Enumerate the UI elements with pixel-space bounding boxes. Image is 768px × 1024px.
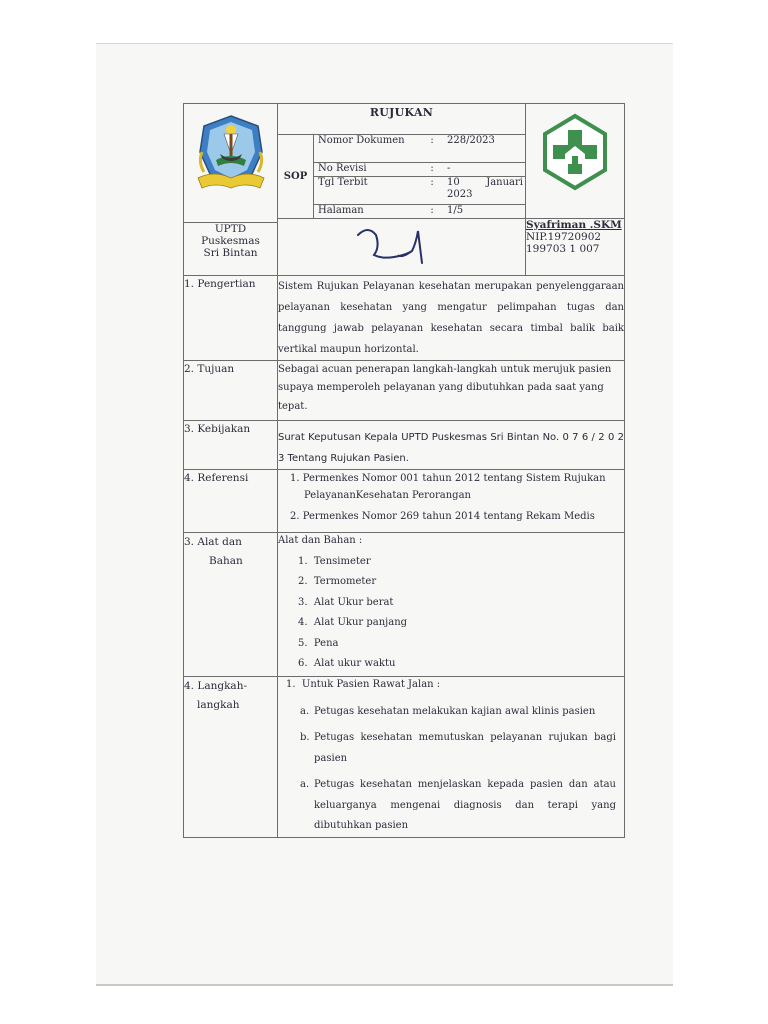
meta-label-revisi: No Revisi [314,162,419,176]
langkah-label-line-1: 4. Langkah- [184,679,248,692]
head-of-puskesmas [526,219,625,276]
meta-value-nomor: 228/2023 [443,135,525,162]
org-line-2: Puskesmas [201,234,260,247]
meta-value-halaman: 1/5 [447,204,464,216]
section-label-langkah [184,676,278,837]
alat-item [298,634,624,655]
handwritten-signature [342,221,462,269]
meta-colon: : [419,176,443,204]
langkah-heading-text: Untuk Pasien Rawat Jalan : [301,678,441,690]
alat-text: Tensimeter [313,555,371,567]
langkah-step [278,728,616,769]
meta-value-revisi: - [443,162,525,176]
alat-text: Alat Ukur panjang [313,617,408,628]
alat-number: 2. [298,576,308,587]
referensi-item [290,470,624,504]
section-label-tujuan: 2. Tujuan [184,360,278,420]
regency-emblem-icon [194,112,268,196]
step-text: Petugas kesehatan memutuskan pelayanan rujukan bagi pasien [314,732,616,764]
section-langkah-list [278,676,625,837]
langkah-heading-number: 1. [286,678,296,690]
section-label-kebijakan: 3. Kebijakan [184,420,278,469]
referensi-text: Permenkes Nomor 001 tahun 2012 tentang Sistem Rujukan PelayananKesehatan Perorangan [302,472,606,501]
langkah-step [278,702,616,723]
alat-text: Alat ukur waktu [313,658,396,669]
meta-label-nomor: Nomor Dokumen [314,135,419,162]
alat-number: 3. [298,596,308,608]
section-text-kebijakan: Surat Keputusan Kepala UPTD Puskesmas Sri Bintan No. 0 7 6 / 2 0 2 3 Tentang Rujukan Pasien. [278,420,625,469]
section-referensi-list [278,469,625,532]
alat-item [298,593,624,614]
meta-table [314,135,525,218]
alat-item [298,552,624,573]
document-title: RUJUKAN [278,104,526,135]
referensi-number: 1. [290,472,300,484]
step-mark: b. [300,732,310,743]
section-text-tujuan: Sebagai acuan penerapan langkah-langkah untuk merujuk pasien supaya memperoleh pelayanan yang dibutuhkan pada saat yang tepat. [278,360,625,420]
alat-number: 1. [298,555,308,567]
alat-label-line-1: 3. Alat dan [184,535,242,548]
referensi-item [290,508,624,525]
alat-item [298,654,624,675]
step-mark: a. [300,779,310,790]
section-label-referensi: 4. Referensi [184,469,278,532]
puskesmas-logo-cell [526,104,625,219]
meta-colon: : [430,204,434,216]
sop-label: SOP [278,135,314,219]
step-mark: a. [300,705,310,717]
section-label-pengertian: 1. Pengertian [184,275,278,360]
meta-label-tgl: Tgl Terbit [314,176,419,204]
alat-number: 5. [298,637,308,649]
alat-items [278,552,624,675]
alat-number: 6. [298,658,308,669]
meta-label-halaman: Halaman [318,204,364,216]
meta-value-tgl: 10 Januari 2023 [443,176,525,204]
puskesmas-cross-logo-icon [539,112,611,192]
org-line-1: UPTD [214,222,247,235]
regency-logo-cell [184,104,278,223]
head-name: Syafriman .SKM [526,219,622,231]
meta-colon: : [419,135,443,162]
section-text-pengertian: Sistem Rujukan Pelayanan kesehatan merupakan penyelenggaraan pelayanan kesehatan yang mengatur pelimpahan tugas dan tanggung jawab pelayanan kesehatan secara timbal balik baik vertikal maupun horizontal. [278,275,625,360]
section-alat-list [278,532,625,676]
alat-number: 4. [298,617,308,628]
alat-text: Pena [313,637,339,649]
alat-text: Alat Ukur berat [313,596,394,608]
langkah-step [278,775,616,837]
document-meta [314,135,526,219]
referensi-number: 2. [290,510,300,522]
org-line-3: Sri Bintan [203,246,258,259]
alat-label-line-2: Bahan [209,554,243,567]
alat-intro: Alat dan Bahan : [278,534,363,546]
head-nip: NIP.19720902 199703 1 007 [526,231,602,255]
signature-cell [278,219,526,276]
step-text: Petugas kesehatan melakukan kajian awal klinis pasien [314,705,596,717]
langkah-heading [278,677,616,692]
step-text: Petugas kesehatan menjelaskan kepada pasien dan atau keluarganya mengenai diagnosis dan terapi yang dibutuhkan pasien [314,779,616,831]
referensi-text: Permenkes Nomor 269 tahun 2014 tentang Rekam Medis [302,510,595,522]
organization-name [184,222,278,275]
alat-item [298,613,624,634]
meta-colon: : [419,162,443,176]
alat-item [298,572,624,593]
section-label-alat [184,532,278,676]
alat-text: Termometer [313,576,377,587]
sop-document-table [183,103,625,838]
langkah-label-line-2: langkah [197,698,240,711]
